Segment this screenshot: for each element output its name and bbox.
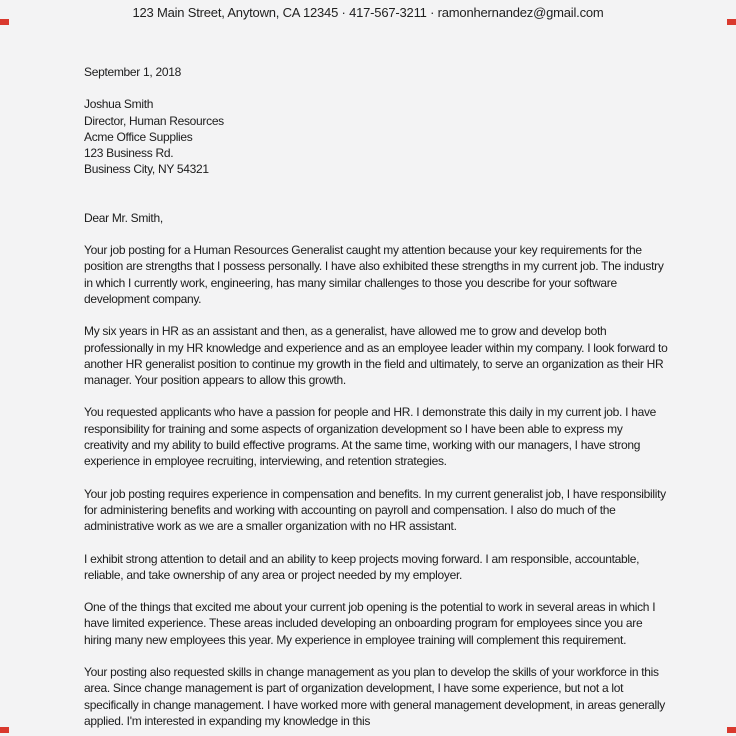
letter-paragraph-5: I exhibit strong attention to detail and an ability to keep projects moving forward. I am responsible, accountable, reliable, and take ownership of any area or project needed by my employer. [84,551,640,582]
letter-paragraph-3: You requested applicants who have a passion for people and HR. I demonstrate this daily in my current job. I have responsibility for training and some aspects of organization development so I have been able to express my creativity and my ability to build effective programs. At the same time, working with our managers, I have strong experience in employee recruiting, interviewing, and retention strategies. [84,405,657,469]
recipient-title: Director, Human Resources [84,113,224,128]
contact-line: 123 Main Street, Anytown, CA 12345 · 417-567-3211 · ramonhernandez@gmail.com [132,5,604,20]
letter-date: September 1, 2018 [84,65,181,79]
red-edge-mark-bottom-right [727,727,736,733]
letter-paragraph-6: One of the things that excited me about your current job opening is the potential to work in several areas in which I have limited experience. These areas included developing an onboarding program for employees since you are hiring many new employees this year. My experience in employee training will complement this requirement. [84,600,656,647]
recipient-city: Business City, NY 54321 [84,162,209,177]
recipient-block [84,96,668,177]
recipient-name: Joshua Smith [84,97,154,112]
letter-paragraph-1: Your job posting for a Human Resources Generalist caught my attention because your key requirements for the position are strengths that I possess personally. I have also exhibited these strengths in my current job. The industry in which I currently work, engineering, has many similar challenges to those you describe for your software development company. [84,243,664,306]
letter-body [84,64,668,736]
recipient-street: 123 Business Rd. [84,146,174,161]
letter-paragraph-4: Your job posting requires experience in compensation and benefits. In my current generalist job, I have responsibility for administering benefits and working with accounting on payroll and compensation. I also do much of the administrative work as we are a smaller organization with no HR assistant. [84,486,666,534]
letter-paragraph-2: My six years in HR as an assistant and then, as a generalist, have allowed me to grow and develop both professionally in my HR knowledge and experience and as an employee leader within my company. I look forward to another HR generalist position to continue my growth in the field and ultimately, to serve an organization as their HR manager. Your position appears to allow this growth. [84,324,668,388]
contact-header [0,5,736,20]
red-edge-mark-bottom-left [0,727,9,733]
recipient-company: Acme Office Supplies [84,129,193,144]
letter-paragraph-7: Your posting also requested skills in change management as you plan to develop the skills of your workforce in this area. Since change management is part of organization development, I have some experience, but not a lot specifically in change management. I have worked more with general management development, in areas generally applied. I'm interested in expanding my knowledge in this [84,665,665,728]
salutation: Dear Mr. Smith, [84,210,163,225]
